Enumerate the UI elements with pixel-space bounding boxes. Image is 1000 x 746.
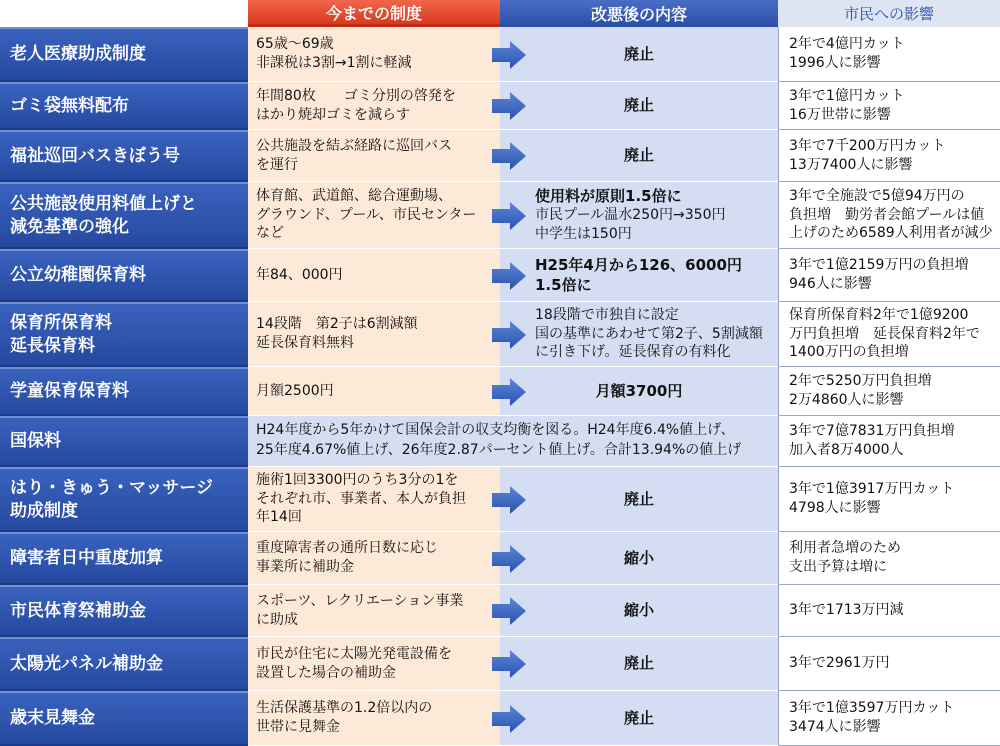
row-after (500, 532, 778, 585)
right-arrow-icon (492, 486, 526, 514)
row-effect-text: 3年で1億3597万円カット 3474人に影響 (789, 700, 955, 735)
row-effect-text: 3年で2961万円 (789, 655, 890, 672)
row-effect (778, 637, 1000, 691)
row-after-content (624, 548, 654, 568)
row-effect-text: 3年で1713万円減 (789, 602, 904, 619)
row-name-text: 太陽光パネル補助金 (10, 653, 163, 674)
row-previous-text: 年84、000円 (256, 266, 343, 283)
row-after-text: 廃止 (623, 654, 654, 673)
header-prev: 今までの制度 (248, 0, 500, 27)
table-row (0, 182, 1000, 249)
row-after (500, 467, 778, 532)
row-previous-text: 14段階 第2子は6割減額 延長保育料無料 (256, 316, 418, 351)
row-after-content (624, 145, 654, 165)
row-name-text: 福祉巡回バスきぼう号 (10, 145, 180, 166)
header-effect: 市民への影響 (778, 0, 1000, 27)
row-previous (248, 691, 500, 746)
row-effect (778, 467, 1000, 532)
row-after-content (535, 306, 763, 363)
row-after-bold: H25年4月から126、6000円 1.5倍に (535, 255, 742, 294)
row-effect (778, 182, 1000, 249)
row-name (0, 27, 248, 82)
row-effect-text: 保育所保育料2年で1億9200 万円負担増 延長保育料2年で 1400万円の負担増 (789, 306, 980, 361)
row-after-text: 廃止 (623, 146, 654, 165)
table-row (0, 27, 1000, 82)
row-after (500, 27, 778, 82)
right-arrow-icon (492, 262, 526, 290)
row-name (0, 416, 248, 467)
row-name (0, 637, 248, 691)
row-after-content (535, 186, 725, 244)
row-effect (778, 367, 1000, 416)
row-after-text: 廃止 (623, 489, 654, 508)
row-after (500, 691, 778, 746)
table-row (0, 416, 1000, 467)
row-after-content (624, 708, 654, 728)
table-row (0, 532, 1000, 585)
row-after-text: 18段階で市独自に設定 国の基準にあわせて第2子、5割減額 に引き下げ。延長保育の有料化 (535, 306, 763, 361)
row-effect (778, 532, 1000, 585)
row-effect (778, 691, 1000, 746)
row-name (0, 691, 248, 746)
right-arrow-icon (492, 378, 526, 406)
table-row (0, 585, 1000, 637)
row-previous (248, 82, 500, 130)
row-previous-text: 年間80枚 ゴミ分別の啓発を はかり焼却ゴミを減らす (256, 87, 456, 123)
row-after-bold: 使用料が原則1.5倍に (535, 186, 682, 205)
row-previous-text: 公共施設を結ぶ経路に巡回バス を運行 (256, 137, 452, 173)
table-row (0, 82, 1000, 130)
row-effect-text: 3年で1億円カット 16万世帯に影響 (789, 87, 905, 123)
row-after-content (624, 44, 654, 64)
row-previous (248, 302, 500, 367)
row-effect-text: 3年で1億3917万円カット 4798人に影響 (789, 481, 955, 516)
table-row (0, 302, 1000, 367)
row-name (0, 82, 248, 130)
row-effect (778, 249, 1000, 302)
row-previous (248, 182, 500, 249)
table-row (0, 691, 1000, 746)
row-previous (248, 130, 500, 182)
row-after-text: 廃止 (623, 44, 654, 63)
row-previous (248, 367, 500, 416)
row-name-text: ゴミ袋無料配布 (10, 95, 129, 116)
row-after-content (535, 255, 742, 296)
row-name-text: 市民体育祭補助金 (10, 600, 146, 621)
row-effect-text: 2年で4億円カット 1996人に影響 (789, 36, 905, 71)
table-row (0, 367, 1000, 416)
right-arrow-icon (492, 202, 526, 230)
row-effect-text: 利用者急増のため 支出予算は増に (789, 540, 901, 575)
right-arrow-icon (492, 41, 526, 69)
row-name (0, 302, 248, 367)
row-name (0, 249, 248, 302)
row-effect (778, 416, 1000, 467)
row-combined-text: H24年度から5年かけて国保会計の収支均衡を図る。H24年度6.4%値上げ、 25年度4.67%値上げ、26年度2.87パーセント値上げ。合計13.94%の値上げ (256, 422, 742, 458)
row-previous-text: 65歳～69歳 非課税は3割→1割に軽減 (256, 36, 412, 71)
row-effect (778, 27, 1000, 82)
row-effect-text: 3年で7千200万円カット 13万7400人に影響 (789, 137, 946, 173)
right-arrow-icon (492, 650, 526, 678)
row-effect-text: 2年で5250万円負担増 2万4860人に影響 (789, 373, 932, 408)
row-after-content (596, 381, 683, 401)
table-row (0, 249, 1000, 302)
row-previous-text: 重度障害者の通所日数に応じ 事業所に補助金 (256, 540, 438, 575)
row-previous-text: 市民が住宅に太陽光発電設備を 設置した場合の補助金 (256, 645, 452, 681)
row-previous (248, 585, 500, 637)
row-after-text: 縮小 (623, 548, 654, 567)
row-name-text: はり・きゅう・マッサージ 助成制度 (10, 478, 213, 521)
table-row (0, 637, 1000, 691)
row-effect-text: 3年で全施設で5億94万円の 負担増 勤労者会館プールは値 上げのため6589人利用者が減少 (789, 187, 993, 242)
table-row (0, 467, 1000, 532)
right-arrow-icon (492, 321, 526, 349)
row-effect (778, 302, 1000, 367)
right-arrow-icon (492, 597, 526, 625)
row-after (500, 182, 778, 249)
row-after-content (624, 95, 654, 115)
row-previous (248, 532, 500, 585)
row-name (0, 130, 248, 182)
row-name-text: 国保料 (10, 431, 61, 452)
row-effect-text: 3年で1億2159万円の負担増 946人に影響 (789, 257, 969, 292)
row-name-text: 障害者日中重度加算 (10, 548, 163, 569)
row-previous-text: 施術1回3300円のうち3分の1を それぞれ市、事業者、本人が負担 年14回 (256, 471, 466, 526)
row-previous (248, 467, 500, 532)
right-arrow-icon (492, 92, 526, 120)
right-arrow-icon (492, 545, 526, 573)
row-name-text: 公共施設使用料値上げと 減免基準の強化 (10, 194, 197, 237)
row-effect (778, 82, 1000, 130)
row-name (0, 532, 248, 585)
row-after (500, 585, 778, 637)
row-name-text: 学童保育保育料 (10, 381, 129, 402)
right-arrow-icon (492, 142, 526, 170)
row-effect-text: 3年で7億7831万円負担増 加入者8万4000人 (789, 423, 955, 458)
row-name-text: 老人医療助成制度 (10, 44, 146, 65)
row-after-text: 縮小 (623, 601, 654, 620)
row-name-text: 保育所保育料 延長保育料 (10, 313, 112, 356)
row-effect (778, 130, 1000, 182)
header-after: 改悪後の内容 (500, 0, 778, 27)
row-after (500, 130, 778, 182)
row-previous-text: 月額2500円 (256, 382, 334, 399)
row-after (500, 249, 778, 302)
row-after-bold: 月額3700円 (595, 381, 683, 400)
row-after-content (624, 489, 654, 509)
row-previous (248, 27, 500, 82)
row-effect (778, 585, 1000, 637)
row-after (500, 367, 778, 416)
row-name (0, 585, 248, 637)
row-after-text: 市民プール温水250円→350円 中学生は150円 (535, 207, 726, 243)
row-after-text: 廃止 (623, 708, 654, 727)
row-after-text: 廃止 (623, 96, 654, 115)
table-row (0, 130, 1000, 182)
row-name (0, 367, 248, 416)
row-previous (248, 249, 500, 302)
row-name (0, 467, 248, 532)
row-name (0, 182, 248, 249)
row-after (500, 637, 778, 691)
row-after (500, 302, 778, 367)
row-previous (248, 637, 500, 691)
row-previous-text: 体育館、武道館、総合運動場、 グラウンド、プール、市民センター など (256, 187, 477, 242)
row-previous-text: 生活保護基準の1.2倍以内の 世帯に見舞金 (256, 700, 433, 735)
row-name-text: 歳末見舞金 (10, 708, 95, 729)
right-arrow-icon (492, 705, 526, 733)
row-after (500, 82, 778, 130)
row-previous-text: スポーツ、レクリエーション事業 に助成 (256, 592, 464, 628)
row-after-content (624, 653, 654, 673)
row-after-content (624, 600, 654, 620)
row-combined-content (248, 416, 778, 467)
row-name-text: 公立幼稚園保育料 (10, 265, 146, 286)
